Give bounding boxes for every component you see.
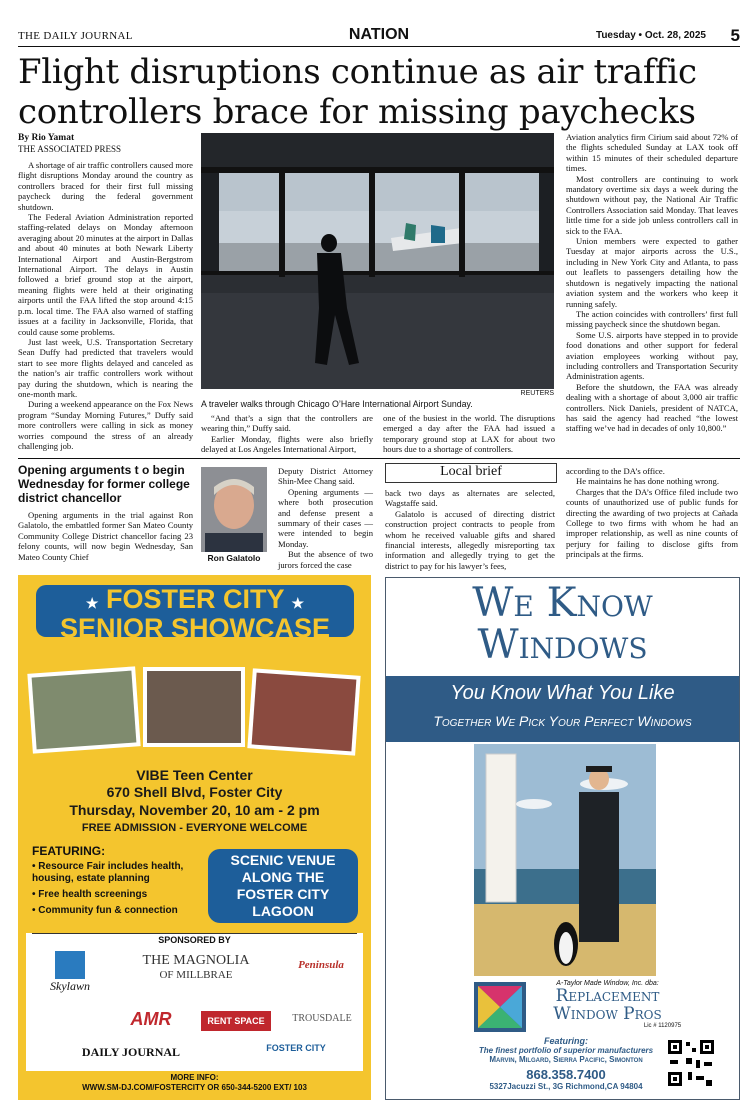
- windows-banner: [386, 676, 739, 742]
- paragraph: He maintains he has done nothing wrong.: [576, 476, 719, 487]
- photo-couple-image: [32, 671, 137, 750]
- photo-couple: [27, 666, 140, 753]
- paragraph: according to the DA’s office.: [566, 466, 665, 476]
- paragraph: The Federal Aviation Administration reported staffing-related delays on Monday afternoon averaging about 20 minutes at the airport in Dallas and about 40 minutes at both Newark Liberty International Airport and Austin-Bergstrom International Airport. The delays in Austin followed a brief ground stop at the airport, meaning flights were held at their originating airports until the FAA lifted the stop around 4:15 p.m. local time. The FAA also warned of staffing issues at a facility in Jacksonville, Florida, that could cause some problems.: [18, 212, 193, 337]
- windows-desc-2: Marvin, Milgard, Sierra Pacific, Simonton: [489, 1055, 643, 1064]
- star-icon: ★: [85, 595, 99, 611]
- windows-ad[interactable]: [385, 577, 740, 1100]
- article-photo: [201, 133, 554, 389]
- windows-address: 5327Jacuzzi St., 3G Richmond,CA 94804: [489, 1082, 643, 1091]
- qr-code-icon[interactable]: [666, 1038, 716, 1088]
- brief-headline: Opening arguments t o begin Wednesday for former college district chancellor: [18, 463, 190, 505]
- painting-illustration: [474, 744, 656, 976]
- sponsored-label: SPONSORED BY: [32, 933, 357, 946]
- featuring-label: FEATURING:: [32, 844, 106, 858]
- qr-graphic: [666, 1038, 716, 1088]
- company-block: [386, 980, 739, 1029]
- header-rule: [18, 46, 740, 47]
- photo-women: [143, 667, 245, 747]
- paragraph: Galatolo is accused of directing district construction project contracts to people from whom he received valuable gifts and shared financial interests, allegedly misreporting tax information and allegedly trying to get the district to pay for his lawyer’s fees,: [385, 508, 555, 571]
- event-datetime: Thursday, November 20, 10 am - 2 pm: [69, 802, 320, 818]
- sponsor-magnolia: THE MAGNOLIA: [142, 953, 250, 968]
- paragraph: But the absence of two jurors forced the case: [278, 549, 373, 570]
- windows-title-line-2: Windows: [477, 622, 648, 668]
- windows-desc-1: The finest portfolio of superior manufacturers: [478, 1046, 654, 1055]
- sponsor-trousdale: TROUSDALE: [292, 1013, 352, 1024]
- byline: [18, 132, 198, 155]
- paragraph: “And that’s a sign that the controllers are wearing thin,” Duffy said.: [201, 413, 373, 434]
- feature-item: • Free health screenings: [32, 889, 148, 900]
- company-pre: A-Taylor Made Window, Inc. dba:: [556, 980, 659, 987]
- article-column-3: [383, 413, 555, 455]
- venue: VIBE Teen Center: [136, 767, 253, 783]
- issue-date: Tuesday • Oct. 28, 2025: [595, 30, 706, 41]
- feature-text: Resource Fair includes health, housing, estate planning: [32, 861, 184, 884]
- local-brief-label: Local brief: [385, 463, 557, 483]
- paragraph: Opening arguments — where both prosecution and defense present a summary of their cases — were intended to begin Monday.: [278, 486, 373, 549]
- banner-line-2: Together We Pick Your Perfect Windows: [433, 713, 692, 729]
- paragraph: Just last week, U.S. Transportation Secretary Sean Duffy had predicted that travelers would start to see more flights delayed and canceled as the nation’s air traffic controllers work without pay during the shutdown, which is nearing the one-month mark.: [18, 336, 193, 399]
- magnolia-logo: [126, 953, 266, 981]
- paragraph: Opening arguments in the trial against Ron Galatolo, the embattled former San Mateo County Community College District chancellor facing 23 felony counts, will now begin Wednesday, San Mateo County Chief: [18, 510, 193, 562]
- venue-callout: SCENIC VENUE ALONG THE FOSTER CITY LAGOON: [208, 849, 358, 923]
- feature-text: Free health screenings: [38, 889, 148, 900]
- feature-item: • Resource Fair includes health, housing, estate planning: [32, 861, 184, 884]
- license: Lic # 1120975: [643, 1023, 682, 1029]
- brief-divider: [18, 458, 740, 459]
- photo-seniors: [247, 668, 360, 755]
- brief-column-3: [385, 488, 555, 571]
- paragraph: Aviation analytics firm Cirium said about 72% of the flights scheduled Sunday at LAX took off within 15 minutes of their scheduled departure times.: [566, 132, 738, 174]
- brief-column-2: [278, 466, 373, 570]
- photo-caption: A traveler walks through Chicago O’Hare International Airport Sunday.: [201, 399, 473, 409]
- windows-phone: 868.358.7400: [526, 1067, 606, 1082]
- mugshot: [201, 467, 267, 552]
- article-headline: Flight disruptions continue as air traffic controllers brace for missing paychecks: [18, 52, 697, 132]
- contact-info: WWW.SM-DJ.COM/FOSTERCITY OR 650-344-5200 EXT/ 103: [82, 1083, 307, 1092]
- company-logo-icon: [474, 982, 526, 1032]
- paragraph: Charges that the DA’s Office filed include two counts of unauthorized use of public funds for directing the awarding of two projects at Cañada College to two firms with whom he had an improper relationship, as well as nine counts of perjury for failing to disclose gifts from principals at the firms.: [566, 486, 738, 560]
- paragraph: back two days as alternates are selected, Wagstaffe said.: [385, 488, 555, 509]
- paragraph: During a weekend appearance on the Fox News program “Sunday Morning Futures,” Duffy said more controllers were calling in sick as money worries compound the stress of an already challenging job.: [18, 399, 193, 451]
- article-column-2: [201, 413, 373, 455]
- page-number: 5: [730, 26, 740, 45]
- paragraph: Deputy District Attorney Shin-Mee Chang said.: [278, 466, 373, 487]
- company-line-1: Replacement: [555, 986, 660, 1006]
- sponsor-foster-city: FOSTER CITY: [266, 1043, 326, 1053]
- sponsors-panel: [26, 933, 363, 1071]
- feature-item: • Community fun & connection: [32, 905, 178, 916]
- paragraph: The action coincides with controllers’ first full missing paycheck since the shutdown began.: [566, 308, 738, 330]
- feature-text: Community fun & connection: [38, 905, 178, 916]
- skylawn-icon: [55, 951, 85, 979]
- mugshot-illustration: [201, 467, 267, 552]
- windows-title-line-1: We Know: [472, 580, 653, 626]
- page-header: [18, 26, 740, 46]
- section-name: NATION: [348, 26, 410, 43]
- brief-column-1: [18, 510, 193, 562]
- sponsor-rentspace: RENT SPACE: [201, 1011, 271, 1031]
- event-details: [18, 767, 371, 837]
- agency: THE ASSOCIATED PRESS: [18, 144, 122, 154]
- banner-line-1: You Know What You Like: [450, 682, 675, 704]
- sponsor-skylawn: Skylawn: [50, 979, 90, 993]
- title-line-1: FOSTER CITY: [105, 584, 285, 614]
- sponsor-daily-journal: DAILY JOURNAL: [81, 1045, 181, 1059]
- photo-credit: REUTERS: [520, 390, 554, 397]
- paragraph: Some U.S. airports have stepped in to provide food donations and other support for federal aviation employees working without pay, including controllers and Transportation Security Administration agents.: [566, 329, 738, 382]
- brief-column-4: [566, 466, 738, 560]
- sponsor-amr: AMR: [130, 1009, 172, 1029]
- showcase-title-banner: [36, 584, 354, 643]
- author: By Rio Yamat: [18, 133, 75, 143]
- windows-painting: [474, 744, 656, 976]
- featuring-list: [32, 845, 217, 917]
- featuring-block: [456, 1036, 676, 1091]
- paragraph: A shortage of air traffic controllers caused more flight disruptions Monday around the country as controllers braced for their first full missing paycheck during the federal government shutdown.: [18, 160, 193, 212]
- star-icon: ★: [291, 595, 305, 611]
- more-info-label: MORE INFO:: [170, 1073, 219, 1082]
- sponsor-magnolia-sub: OF MILLBRAE: [159, 969, 233, 981]
- skylawn-logo: [36, 951, 104, 1001]
- windows-featuring: Featuring:: [544, 1036, 588, 1046]
- title-line-2: SENIOR SHOWCASE: [59, 613, 331, 643]
- admission: FREE ADMISSION - EVERYONE WELCOME: [81, 822, 308, 834]
- article-column-1: [18, 160, 193, 451]
- airport-photo-illustration: [201, 133, 554, 389]
- publication-name: THE DAILY JOURNAL: [18, 30, 133, 42]
- paragraph: Before the shutdown, the FAA was already dealing with a shortage of about 3,000 air traffic controllers. Nick Daniels, president of NATCA, has said the agency had reached “the lowest staffing we’ve had in decades of only 10,800.”: [566, 381, 738, 434]
- paragraph: Most controllers are continuing to work mandatory overtime six days a week during the shutdown without pay, the National Air Traffic Controllers Association said Monday. That leaves little time for a side job unless controllers call in sick to the FAA.: [566, 173, 738, 236]
- paragraph: Earlier Monday, flights were also briefly delayed at Los Angeles International Airport,: [201, 433, 373, 455]
- photo-seniors-image: [252, 673, 357, 752]
- article-column-4: [566, 132, 738, 434]
- event-address: 670 Shell Blvd, Foster City: [106, 784, 283, 800]
- photo-women-image: [147, 671, 241, 743]
- senior-showcase-ad[interactable]: [18, 575, 371, 1100]
- sponsor-peninsula: Peninsula: [298, 959, 344, 971]
- showcase-title: [36, 585, 354, 641]
- mugshot-caption: Ron Galatolo: [207, 553, 261, 563]
- more-info: [18, 1073, 371, 1093]
- paragraph: one of the busiest in the world. The disruptions emerged a day after the FAA had issued a temporary ground stop at LAX for about two hours due to a shortage of controllers.: [383, 413, 555, 455]
- paragraph: Union members were expected to gather Tuesday at major airports across the U.S., including in New York City and Atlanta, to pass out leaflets to passengers detailing how the shutdown is negatively impacting the national aviation system and the workers who keep it running safely.: [566, 236, 738, 309]
- windows-title: [386, 582, 739, 666]
- logo-graphic: [474, 982, 526, 1032]
- company-line-2: Window Pros: [553, 1004, 662, 1024]
